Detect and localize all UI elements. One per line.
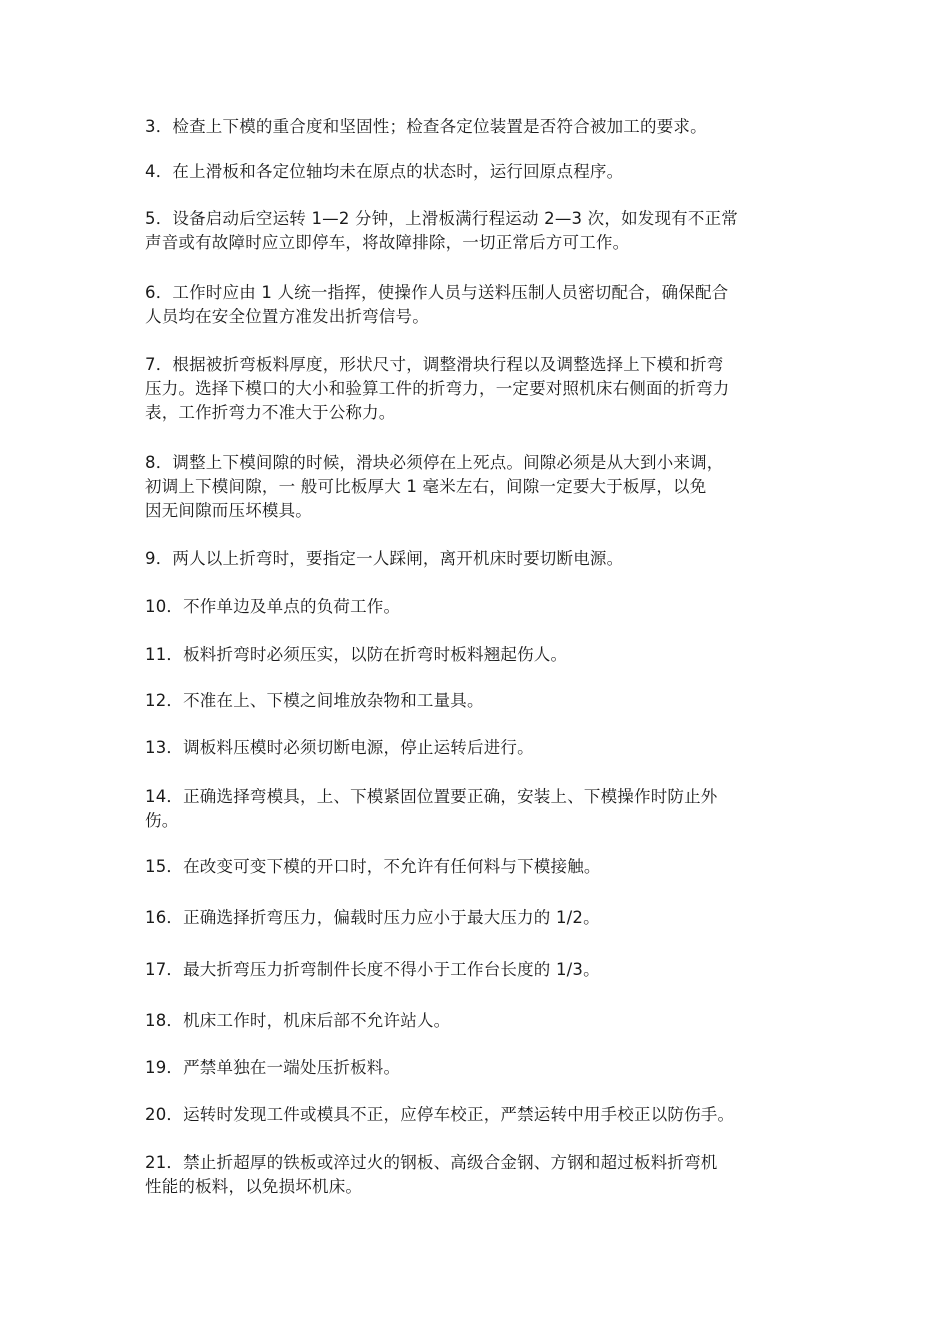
rule-item-17 xyxy=(145,958,810,982)
rule-line: 压力。选择下模口的大小和验算工件的折弯力，一定要对照机床右侧面的折弯力 xyxy=(145,379,730,398)
rule-line: 性能的板料，以免损坏机床。 xyxy=(145,1177,363,1196)
rule-item-11 xyxy=(145,643,810,667)
rule-item-7 xyxy=(145,353,810,425)
rule-item-16 xyxy=(145,906,810,930)
rule-item-13 xyxy=(145,736,810,760)
rule-item-5 xyxy=(145,207,810,255)
rule-item-6 xyxy=(145,281,810,329)
rule-item-19 xyxy=(145,1056,810,1080)
rule-line: 10．不作单边及单点的负荷工作。 xyxy=(145,597,401,616)
rule-line: 3．检查上下模的重合度和坚固性；检查各定位装置是否符合被加工的要求。 xyxy=(145,117,707,136)
rule-line: 初调上下模间隙，一 般可比板厚大 1 毫米左右，间隙一定要大于板厚，以免 xyxy=(145,477,707,496)
rule-line: 声音或有故障时应立即停车，将故障排除，一切正常后方可工作。 xyxy=(145,233,630,252)
rule-line: 13．调板料压模时必须切断电源，停止运转后进行。 xyxy=(145,738,534,757)
rule-line: 20．运转时发现工件或模具不正，应停车校正，严禁运转中用手校正以防伤手。 xyxy=(145,1105,735,1124)
rule-item-3 xyxy=(145,115,810,139)
rule-item-8 xyxy=(145,451,810,523)
rule-line: 21．禁止折超厚的铁板或淬过火的钢板、高级合金钢、方钢和超过板料折弯机 xyxy=(145,1153,718,1172)
rule-line: 表，工作折弯力不准大于公称力。 xyxy=(145,403,396,422)
rule-item-20 xyxy=(145,1103,810,1127)
rule-item-21 xyxy=(145,1151,810,1199)
rule-item-18 xyxy=(145,1009,810,1033)
rule-line: 18．机床工作时，机床后部不允许站人。 xyxy=(145,1011,451,1030)
rule-line: 8．调整上下模间隙的时候，滑块必须停在上死点。间隙必须是从大到小来调， xyxy=(145,453,724,472)
rule-item-4 xyxy=(145,160,810,184)
rule-line: 因无间隙而压坏模具。 xyxy=(145,501,312,520)
rule-line: 14．正确选择弯模具，上、下模紧固位置要正确，安装上、下模操作时防止外 xyxy=(145,787,718,806)
rule-line: 6．工作时应由 1 人统一指挥，使操作人员与送料压制人员密切配合，确保配合 xyxy=(145,283,729,302)
rule-item-14 xyxy=(145,785,810,833)
rule-line: 15．在改变可变下模的开口时，不允许有任何料与下模接触。 xyxy=(145,857,601,876)
rule-line: 人员均在安全位置方准发出折弯信号。 xyxy=(145,307,429,326)
rule-item-15 xyxy=(145,855,810,879)
rule-line: 19．严禁单独在一端处压折板料。 xyxy=(145,1058,401,1077)
rule-item-10 xyxy=(145,595,810,619)
rule-item-9 xyxy=(145,547,810,571)
rule-line: 12．不准在上、下模之间堆放杂物和工量具。 xyxy=(145,691,484,710)
rule-line: 5．设备启动后空运转 1—2 分钟，上滑板满行程运动 2—3 次，如发现有不正常 xyxy=(145,209,738,228)
rule-line: 伤。 xyxy=(145,811,179,830)
rule-line: 4．在上滑板和各定位轴均未在原点的状态时，运行回原点程序。 xyxy=(145,162,624,181)
rule-line: 17．最大折弯压力折弯制件长度不得小于工作台长度的 1/3。 xyxy=(145,960,600,979)
rule-line: 11．板料折弯时必须压实，以防在折弯时板料翘起伤人。 xyxy=(145,645,568,664)
rule-line: 7．根据被折弯板料厚度，形状尺寸，调整滑块行程以及调整选择上下模和折弯 xyxy=(145,355,724,374)
rule-line: 16．正确选择折弯压力，偏载时压力应小于最大压力的 1/2。 xyxy=(145,908,600,927)
rule-item-12 xyxy=(145,689,810,713)
rule-line: 9．两人以上折弯时，要指定一人踩闸，离开机床时要切断电源。 xyxy=(145,549,624,568)
